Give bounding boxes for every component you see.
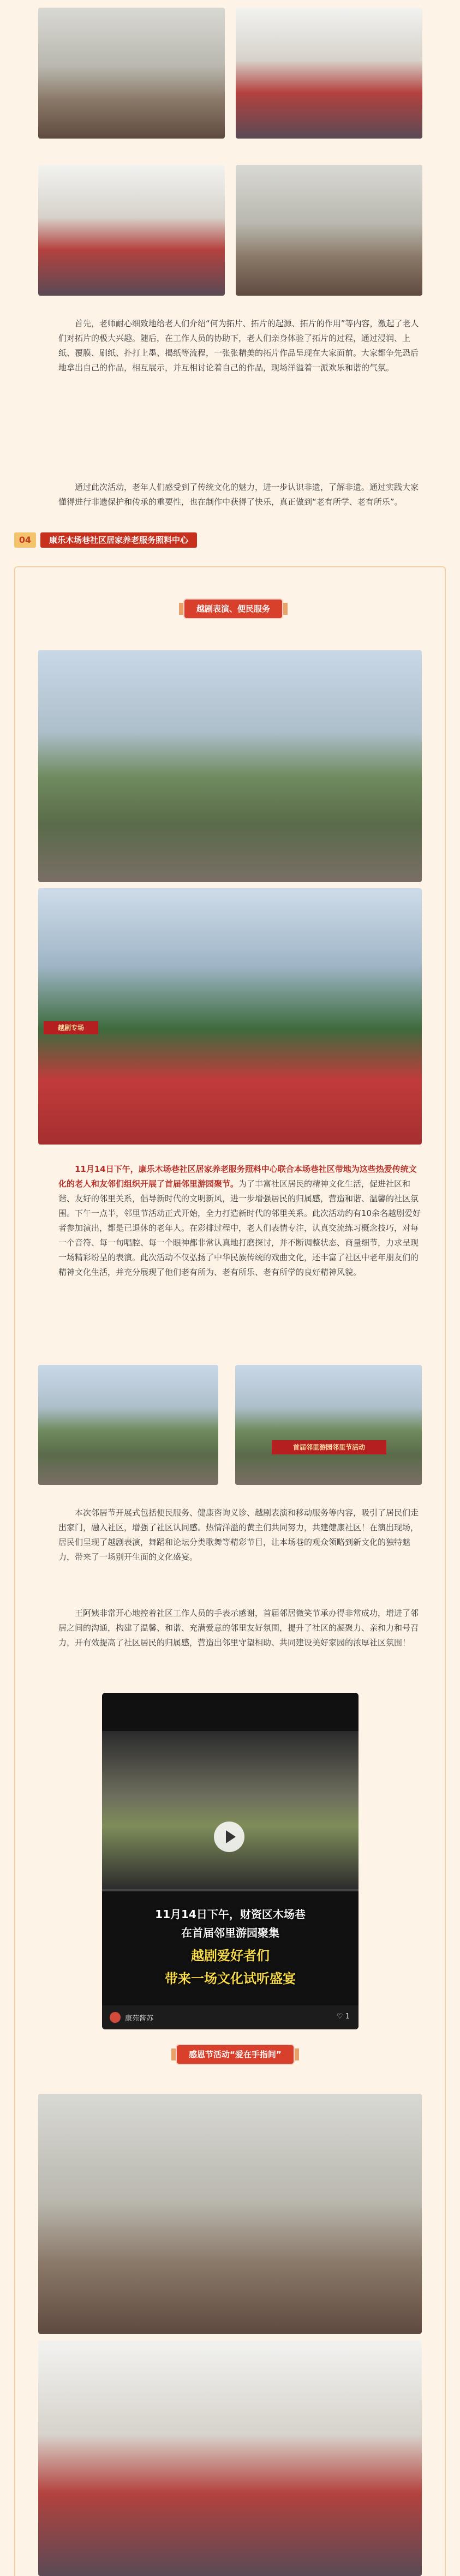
photo-activity-1 — [38, 8, 225, 139]
stage-banner: 越剧专场 — [44, 1021, 98, 1034]
video-thumbnail — [102, 1731, 359, 1889]
photo-thanksgiving-2 — [38, 2340, 422, 2576]
video-player[interactable] — [102, 1693, 359, 2029]
author-avatar[interactable] — [110, 2012, 121, 2023]
video-footer — [102, 2005, 359, 2029]
photo-activity-2 — [236, 8, 422, 139]
section1-paragraph-1: 首先，老师耐心细致地给老人们介绍“何为拓片、拓片的起源、拓片的作用”等内容，激起了老人们对拓片的极大兴趣。随后，在工作人员的协助下，老人们亲身体验了拓片的过程，通过浸润、上纸、覆膜、刷纸、扑打上墨、揭纸等流程，一张张精美的拓片作品呈现在大家面前。大家都争先恐后地拿出自己的作品，相互展示，并互相讨论着自己的作品，现场洋溢着一派欢乐和谐的气氛。 — [58, 319, 419, 373]
video-caption-line-1: 11月14日下午，财资区木场巷 — [155, 1908, 306, 1921]
photo-service-2 — [235, 1365, 422, 1485]
photo-activity-3 — [38, 165, 225, 296]
video-caption-line-4: 带来一场文化试听盛宴 — [165, 1971, 296, 1986]
service-banner: 首届邻里游园邻里节活动 — [272, 1440, 386, 1454]
photo-activity-4 — [236, 165, 422, 296]
like-count-value: 1 — [345, 2012, 350, 2021]
video-author[interactable]: 康苑酱苏 — [125, 2015, 154, 2023]
video-caption-line-3: 越剧爱好者们 — [191, 1948, 270, 1963]
subsection1-paragraph-1 — [58, 1162, 423, 1280]
section-number-badge: 04 — [14, 532, 36, 548]
photo-thanksgiving-1 — [38, 2094, 422, 2334]
photo-yue-opera-rehearsal — [38, 650, 422, 882]
like-count[interactable]: ♡ 1 — [336, 2012, 350, 2021]
paragraph-body: 为了丰富社区居民的精神文化生活，促进社区和谐、友好的邻里关系，倡导新时代的文明新风，进一步增强居民的归属感，营造和谐、温馨的社区氛围。下午一点半，邻里节活动正式开始，全力打造新时代的邻里关系。此次活动约有10余名越剧爱好者参加演出，都是已退休的老年人。在彩排过程中，老人们表情专注，认真交流练习概念技巧，对每一个音符、每一句唱腔、每一个眼神都非常认真地打磨探讨，并不断调整状态、商量细节，力求呈现一场精彩纷呈的表演。此次活动不仅弘扬了中华民族传统的戏曲文化，还丰富了社区中老年朋友们的精神文化生活，并充分展现了他们老有所为、老有所乐、老有所学的良好精神风貌。 — [58, 1179, 421, 1277]
section1-paragraph-2: 通过此次活动，老年人们感受到了传统文化的魅力，进一步认识非遗，了解非遗。通过实践大家懂得进行非遗保护和传承的重要性，也在制作中获得了快乐，真正做到“老有所学、老有所乐”。 — [58, 482, 419, 507]
subsection-ribbon-2: 感恩节活动“爱在手指间” — [177, 2045, 294, 2064]
video-caption-line-2: 在首届邻里游园聚集 — [181, 1926, 279, 1939]
subsection1-paragraph-2: 本次邻居节开展式包括便民服务、健康咨询义诊、越剧表演和移动服务等内容，吸引了居民们走出家门，融入社区，增强了社区认同感。热情洋溢的黄主们共同努力，共建健康社区！在演出现场，居民们呈现了越剧表演，舞蹈和论坛分类歌舞等精彩节目，让本场巷的观众领略到新文化的独特魅力，带来了一场别开生面的文化盛宴。 — [58, 1508, 419, 1562]
photo-service-1 — [38, 1365, 218, 1485]
subsection-ribbon-1: 越剧表演、便民服务 — [184, 600, 282, 618]
video-progress-bar[interactable] — [102, 1889, 359, 1891]
section-title: 康乐木场巷社区居家养老服务照料中心 — [40, 532, 197, 548]
play-button-icon[interactable] — [214, 1822, 244, 1852]
subsection1-paragraph-3: 王阿姨非常开心地控着社区工作人员的手表示感谢，首届邻居微笑节承办得非常成功，增进了邻居之间的沟通，构建了温馨、和谐、充满爱意的邻里友好氛围，提升了社区的凝聚力、亲和力和号召力，开有效提高了社区居民的归属感，营造出邻里守望相助、共同建设美好家园的浓厚社区氛围！ — [58, 1608, 419, 1648]
photo-stage-performance — [38, 888, 422, 1145]
paragraph-lead-highlight: 11月14日下午，康乐木场巷社区居家养老服务照料中心联合本场巷社区带地为这些热爱传统文化的老人和友邻们组织开展了首届邻里游园聚节。 — [58, 1164, 417, 1189]
section-header — [14, 529, 445, 551]
